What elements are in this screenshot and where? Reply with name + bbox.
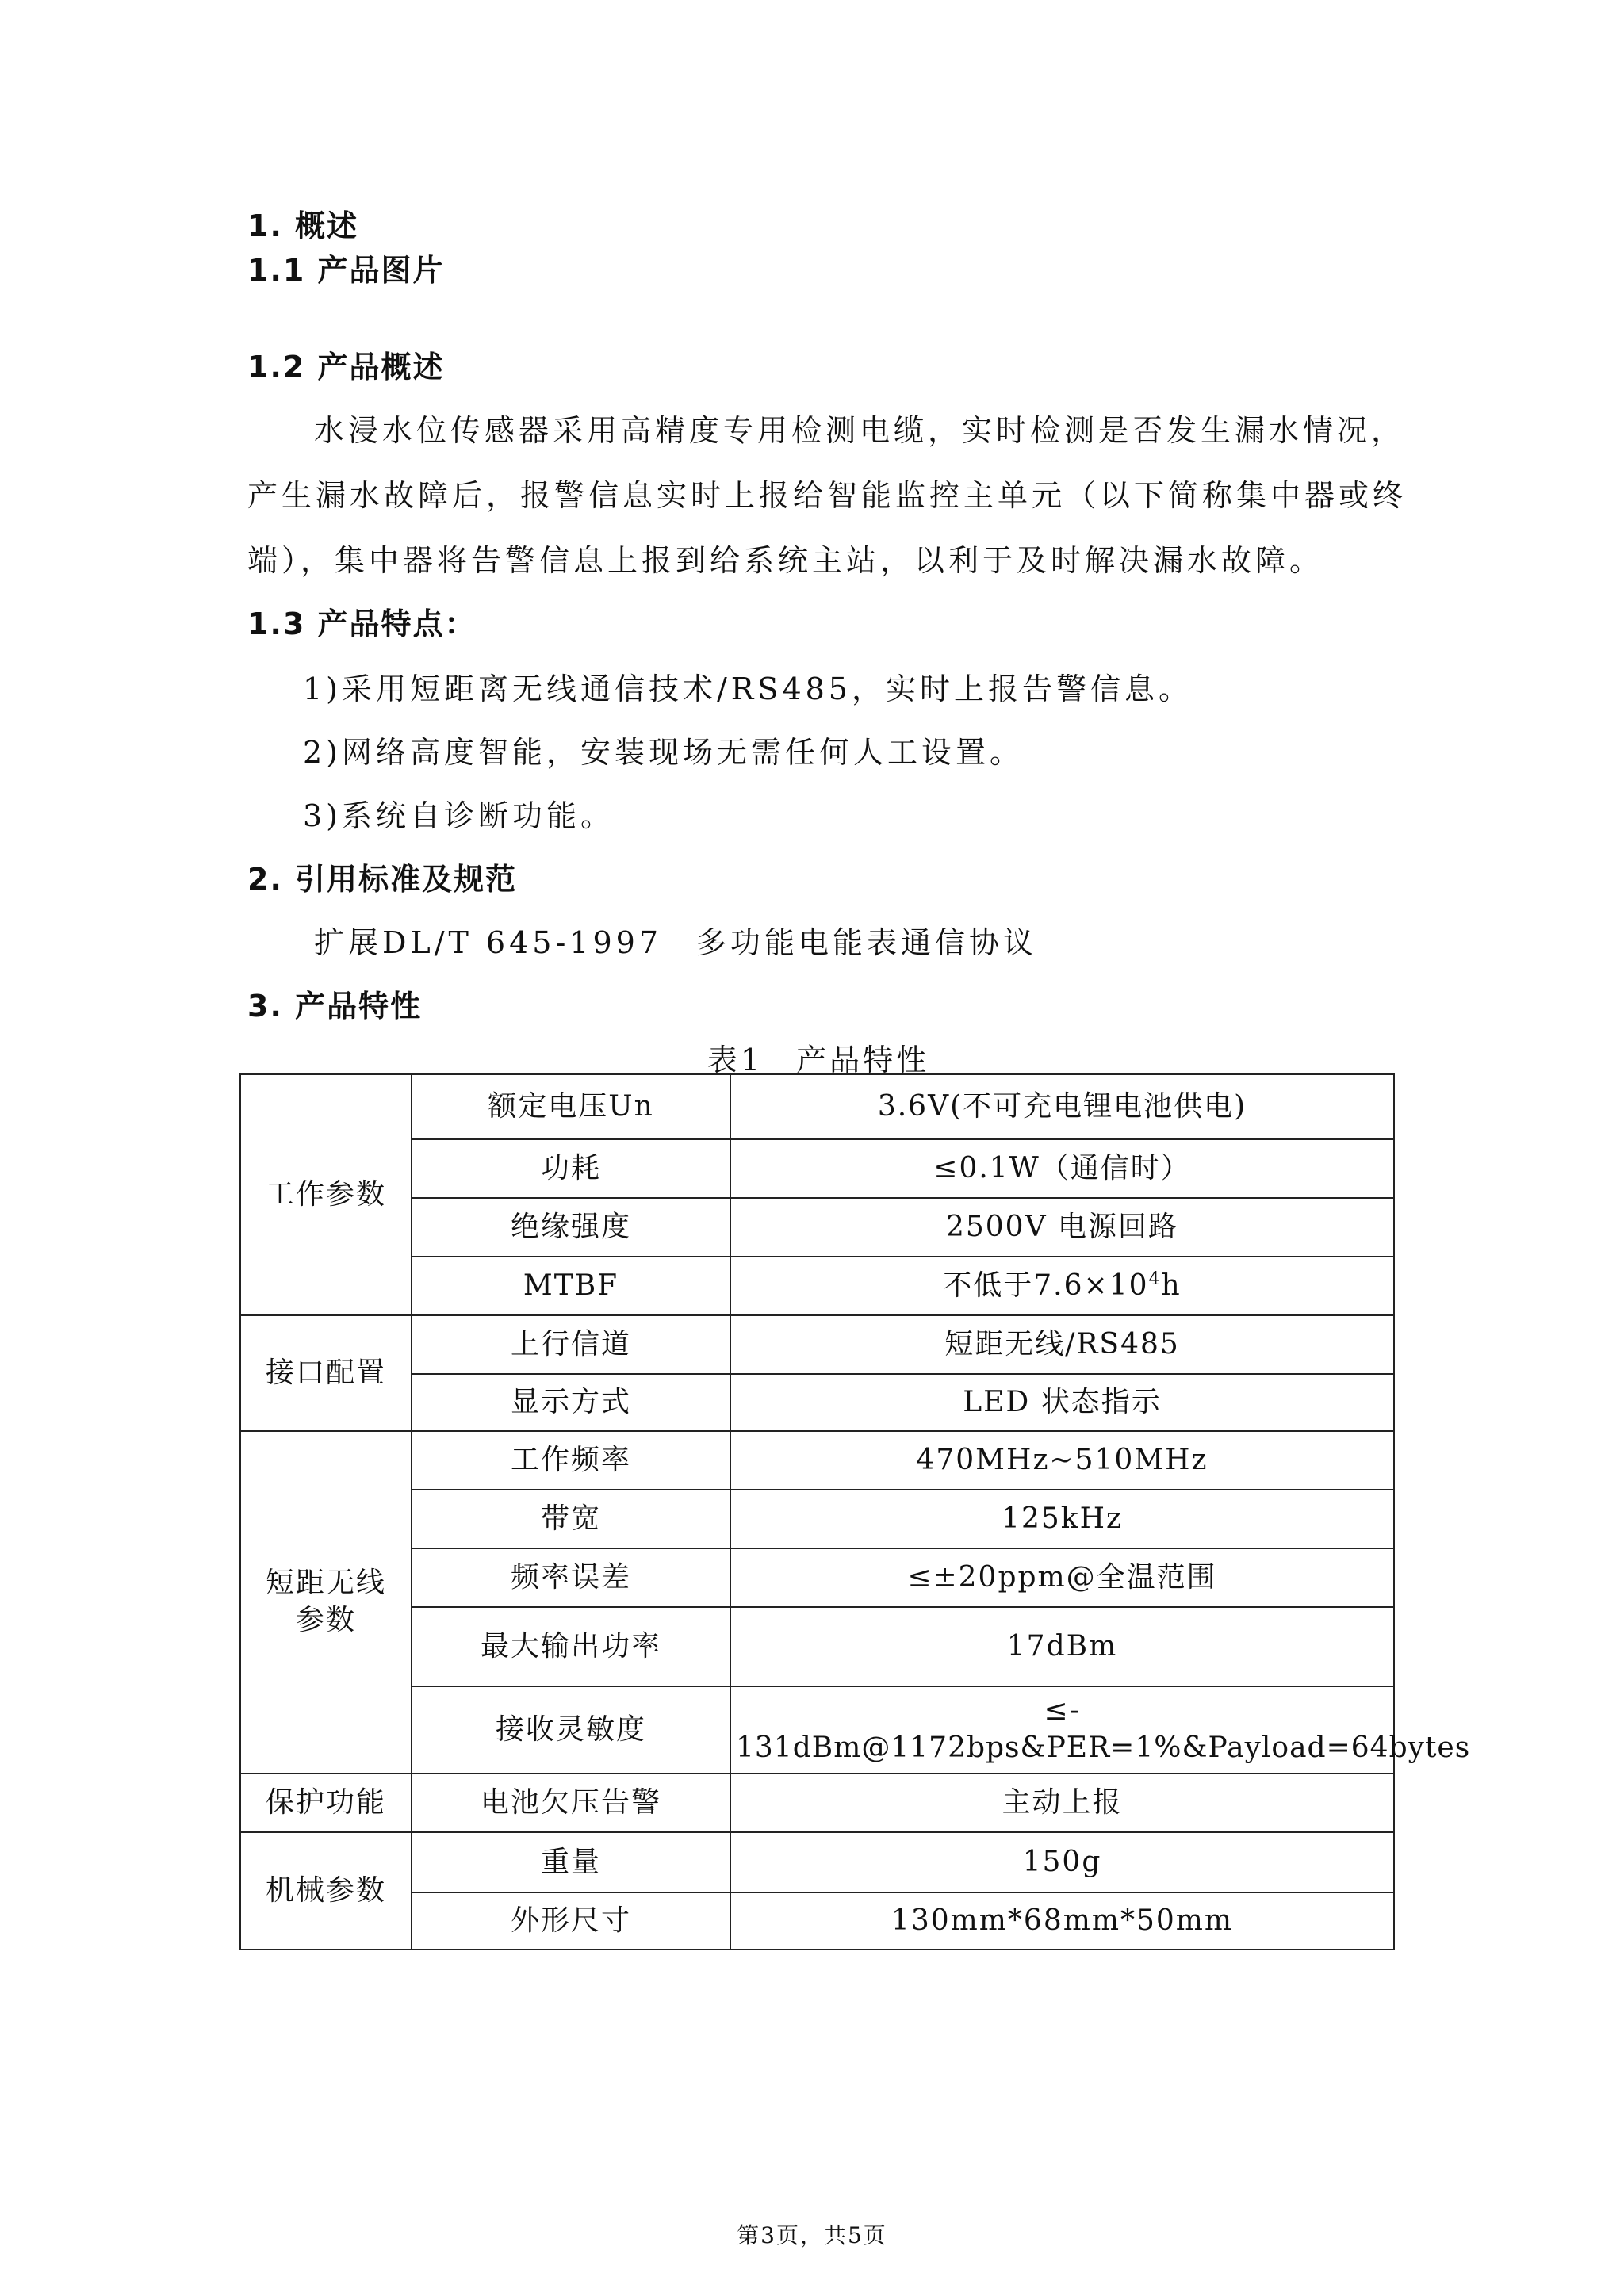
param-name: 功耗 [412, 1139, 730, 1198]
heading-3: 3. 产品特性 [247, 989, 423, 1024]
param-value: 3.6V(不可充电锂电池供电) [730, 1074, 1394, 1139]
mtbf-unit: h [1161, 1269, 1182, 1302]
standard-text: 扩展DL/T 645-1997 多功能电能表通信协议 [314, 925, 1038, 960]
table-row [240, 1490, 1394, 1548]
group-label [240, 1431, 412, 1774]
page-footer: 第3页，共5页 [737, 2222, 887, 2248]
param-value [730, 1257, 1394, 1315]
group-label-line: 短距无线 [265, 1567, 386, 1600]
heading-1: 1. 概述 [247, 209, 359, 243]
table-row [240, 1832, 1394, 1892]
table-row [240, 1431, 1394, 1490]
param-name: 外形尺寸 [412, 1892, 730, 1950]
param-value: 短距无线/RS485 [730, 1315, 1394, 1374]
param-name: MTBF [412, 1257, 730, 1315]
group-label: 工作参数 [240, 1074, 412, 1315]
table-row [240, 1892, 1394, 1950]
param-value: ≤±20ppm@全温范围 [730, 1548, 1394, 1607]
param-value: 2500V 电源回路 [730, 1198, 1394, 1257]
table-row [240, 1074, 1394, 1139]
table-row [240, 1257, 1394, 1315]
spec-table [239, 1073, 1471, 1950]
param-value: 150g [730, 1832, 1394, 1892]
table-row [240, 1374, 1394, 1431]
param-name: 最大输出功率 [412, 1607, 730, 1686]
group-label: 机械参数 [240, 1832, 412, 1950]
feature-item: 2)网络高度智能，安装现场无需任何人工设置。 [303, 735, 1025, 770]
param-name: 重量 [412, 1832, 730, 1892]
param-value: 130mm*68mm*50mm [730, 1892, 1394, 1950]
table-row [240, 1686, 1394, 1774]
sensitivity-line-2: 131dBm@1172bps&PER=1%&Payload=64bytes [736, 1732, 1471, 1764]
group-label-line: 参数 [295, 1604, 356, 1636]
param-name: 工作频率 [412, 1431, 730, 1490]
param-name: 带宽 [412, 1490, 730, 1548]
param-name: 电池欠压告警 [412, 1774, 730, 1832]
overview-line-1: 水浸水位传感器采用高精度专用检测电缆，实时检测是否发生漏水情况， [314, 413, 1406, 448]
param-name: 额定电压Un [412, 1074, 730, 1139]
mtbf-value-text: 不低于7.6×10 [943, 1269, 1149, 1302]
param-value: 主动上报 [730, 1774, 1394, 1832]
heading-1-2: 1.2 产品概述 [247, 350, 445, 385]
heading-1-3: 1.3 产品特点： [247, 607, 477, 641]
overview-line-3: 端），集中器将告警信息上报到给系统主站，以利于及时解决漏水故障。 [247, 543, 1324, 578]
table-row [240, 1139, 1394, 1198]
param-value [730, 1686, 1471, 1774]
heading-1-1: 1.1 产品图片 [247, 253, 445, 288]
group-label: 保护功能 [240, 1774, 412, 1832]
table-row [240, 1607, 1394, 1686]
param-value: 470MHz~510MHz [730, 1431, 1394, 1490]
heading-2: 2. 引用标准及规范 [247, 862, 518, 897]
sensitivity-line-1: ≤- [1044, 1694, 1081, 1728]
table-row [240, 1198, 1394, 1257]
param-name: 显示方式 [412, 1374, 730, 1431]
table-caption: 表1 产品特性 [707, 1043, 930, 1077]
table-row [240, 1548, 1394, 1607]
param-value: 17dBm [730, 1607, 1394, 1686]
param-name: 接收灵敏度 [412, 1686, 730, 1774]
mtbf-exponent: 4 [1148, 1269, 1162, 1289]
param-value: ≤0.1W（通信时） [730, 1139, 1394, 1198]
param-name: 频率误差 [412, 1548, 730, 1607]
table-row [240, 1774, 1394, 1832]
param-value: 125kHz [730, 1490, 1394, 1548]
param-value: LED 状态指示 [730, 1374, 1394, 1431]
param-name: 绝缘强度 [412, 1198, 730, 1257]
overview-line-2: 产生漏水故障后，报警信息实时上报给智能监控主单元（以下简称集中器或终 [247, 478, 1408, 513]
feature-item: 1)采用短距离无线通信技术/RS485，实时上报告警信息。 [303, 672, 1193, 706]
group-label: 接口配置 [240, 1315, 412, 1431]
feature-item: 3)系统自诊断功能。 [303, 798, 615, 833]
table-row [240, 1315, 1394, 1374]
param-name: 上行信道 [412, 1315, 730, 1374]
